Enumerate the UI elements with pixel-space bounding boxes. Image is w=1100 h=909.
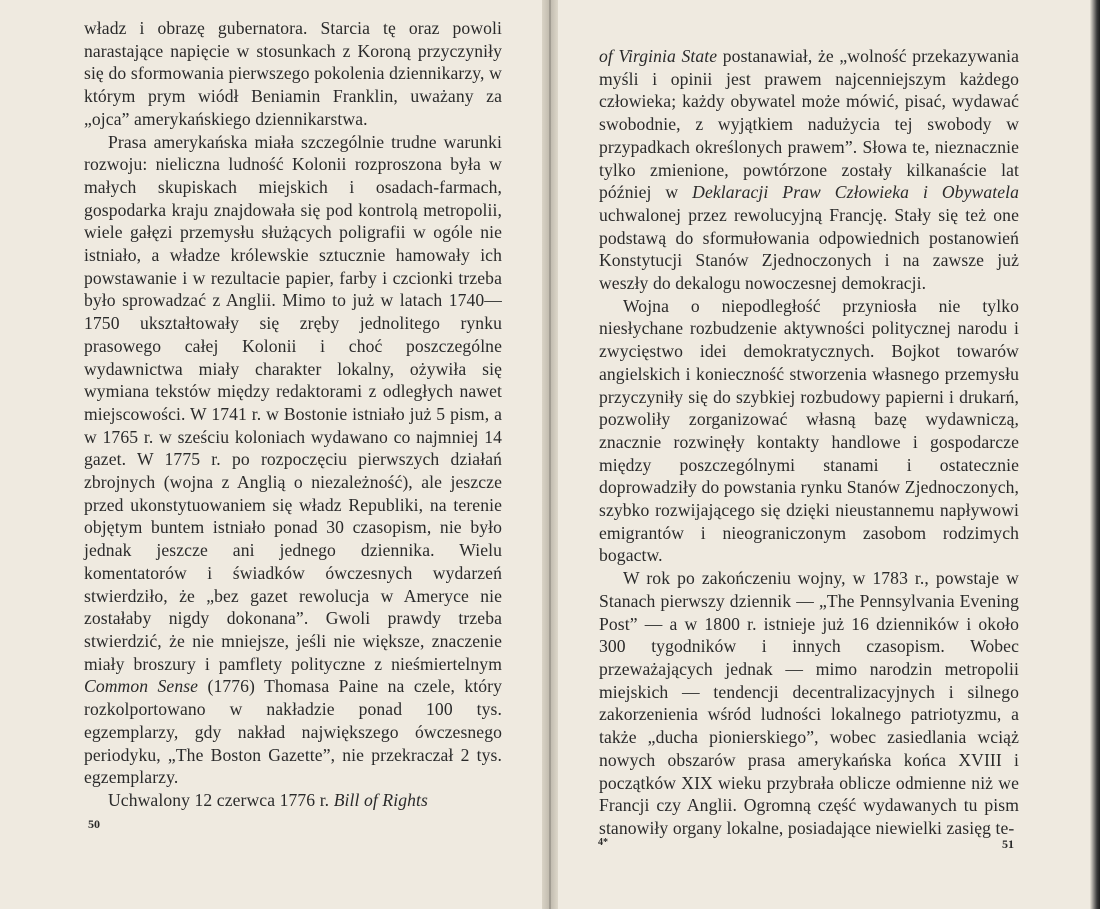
right-paragraph-3: W rok po zakończeniu wojny, w 1783 r., powstaje w Stanach pierwszy dziennik — „The Pennsylvania Evening Post” — a w 1800 r. istnieje już 16 dzienników i około 300 tygodników i innych czasopism. Wobec przeważających jednak — mimo narodzin metropolii miejskich — tendencji decentralizacyjnych i silnego zakorzenienia wśród ludności lokalnego patriotyzmu, a także „ducha pionierskiego”, wobec zasiedlania wciąż nowych obszarów prasa amerykańska końca XVIII i początków XIX wieku przybrała oblicze odmienne niż we Francji czy Anglii. Ogromną część wydawanych tu pism stanowiły organy lokalne, posiadające niewielki zasięg te- bbox=[599, 568, 1019, 838]
left-paragraph-3 bbox=[84, 789, 502, 812]
right-paragraph-1 bbox=[599, 45, 1019, 295]
right-page-text bbox=[599, 45, 1019, 840]
left-paragraph-3-part-a: Uchwalony 12 czerwca 1776 r. bbox=[108, 789, 334, 810]
right-paragraph-1-part-a: postanawiał, że „wolność przekazywania myśli i opinii jest prawem najcenniejszym każdego człowieka; każdy obywatel może mówić, pisać, wydawać swobodnie, z wyjątkiem nadużycia tej swobody w przypadkach określonych prawem”. Słowa te, nieznacznie tylko zmienione, powtórzone zostały kilkanaście lat później w bbox=[599, 46, 1019, 203]
right-paragraph-2: Wojna o niepodległość przyniosła nie tylko niesłychane rozbudzenie aktywności politycznej narodu i zwycięstwo idei demokratycznych. Bojkot towarów angielskich i konieczność stworzenia własnego przemysłu przyczyniły się do szybkiej rozbudowy papierni i drukarń, pozwoliły zorganizować własną bazę wydawniczą, znacznie rozwinęły kontakty handlowe i gospodarcze między poszczególnymi stanami i ostatecznie doprowadziły do powstania rynku Stanów Zjednoczonych, szybko rozwijającego się dzięki nieustannemu napływowi emigrantów i nieograniczonym zasobom rodzimych bogactw. bbox=[599, 295, 1019, 566]
book-gutter bbox=[542, 0, 558, 909]
right-page-number: 51 bbox=[1002, 837, 1014, 851]
bill-of-rights-title: Bill of Rights bbox=[333, 789, 428, 810]
common-sense-title: Common Sense bbox=[84, 676, 199, 697]
signature-mark: 4* bbox=[598, 837, 608, 848]
left-paragraph-2-part-b: (1776) Thomasa Paine na czele, który rozkolportowano w nakładzie ponad 100 tys. egzemplarzy, gdy nakład największego ówczesnego periodyku, „The Boston Gazette”, nie przekraczał 2 tys. egzemplarzy. bbox=[84, 676, 502, 788]
left-page-text bbox=[84, 17, 502, 812]
left-paragraph-2-part-a: Prasa amerykańska miała szczególnie trudne warunki rozwoju: nieliczna ludność Kolonii rozproszona była w małych skupiskach miejskich i osadach-farmach, gospodarka kraju znajdowała się pod kontrolą metropolii, wiele gałęzi przemysłu służących poligrafii w ogóle nie istniało, a władze królewskie sztucznie hamowały ich powstawanie i w rezultacie papier, farby i czcionki trzeba było sprowadzać z Anglii. Mimo to już w latach 1740—1750 ukształtowały się zręby jednolitego rynku prasowego całej Kolonii i choć poszczególne wydawnictwa miały charakter lokalny, ożywiła się wymiana tekstów między redaktorami z odległych nawet miejscowości. W 1741 r. w Bostonie istniało już 5 pism, a w 1765 r. w sześciu koloniach wydawano co najmniej 14 gazet. W 1775 r. po rozpoczęciu pierwszych działań zbrojnych (wojna z Anglią o niezależność), ale jeszcze przed ukonstytuowaniem się władz Republiki, na terenie objętym buntem istniało ponad 30 czasopism, nie było jednak jeszcze ani jednego dziennika. Wielu komentatorów i świadków ówczesnych wydarzeń stwierdziło, że „bez gazet rewolucja w Ameryce nie zostałaby nigdy dokonana”. Gwoli prawdy trzeba stwierdzić, że nie mniejsze, jeśli nie większe, znaczenie miały broszury i pamflety polityczne z nieśmiertelnym bbox=[84, 131, 502, 674]
left-paragraph-1: władz i obrazę gubernatora. Starcia tę oraz powoli narastające napięcie w stosunkach z Koroną przyczyniły się do sformowania pierwszego pokolenia dziennikarzy, w którym prym wiódł Beniamin Franklin, uważany za „ojca” amerykańskiego dziennikarstwa. bbox=[84, 18, 502, 129]
left-page-number: 50 bbox=[88, 817, 100, 831]
left-paragraph-2 bbox=[84, 131, 502, 789]
right-paragraph-1-part-b: uchwalonej przez rewolucyjną Francję. Stały się też one podstawą do sformułowania odpowiednich postanowień Konstytucji Stanów Zjednoczonych i na zawsze już weszły do dekalogu nowoczesnej demokracji. bbox=[599, 204, 1019, 294]
page-edge bbox=[1090, 0, 1100, 909]
declaration-title: Deklaracji Praw Człowieka i Obywatela bbox=[692, 182, 1019, 203]
virginia-state-title: of Virginia State bbox=[599, 46, 718, 66]
